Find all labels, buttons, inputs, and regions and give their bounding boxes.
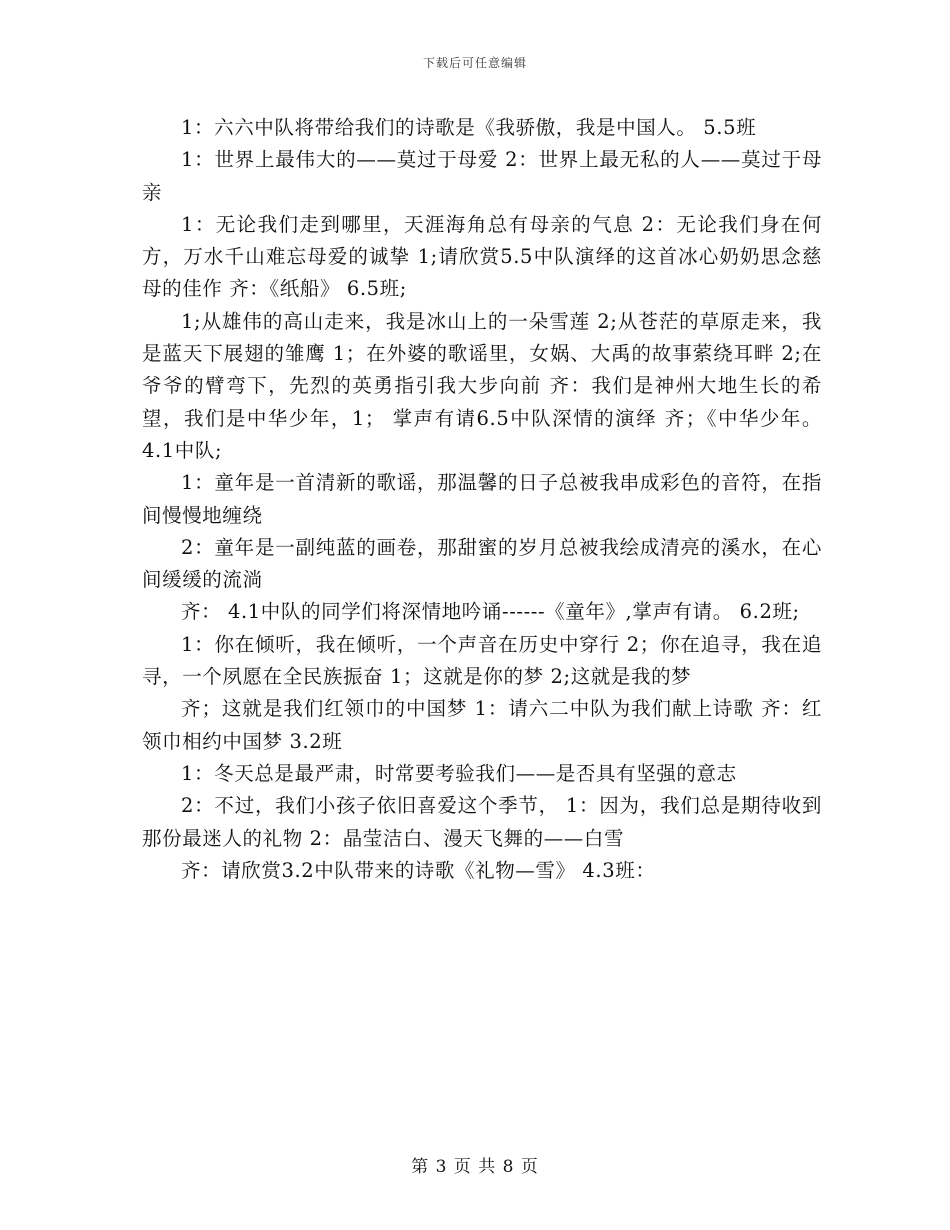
paragraph-7: 齐： 4.1中队的同学们将深情地吟诵------《童年》,掌声有请。 6.2班; — [181, 600, 800, 624]
paragraph-8: 1：你在倾听，我在倾听，一个声音在历史中穿行 2；你在追寻，我在追寻，一个夙愿在全民族振奋 1；这就是你的梦 2;这就是我的梦 — [142, 632, 822, 689]
paragraph-3: 1：无论我们走到哪里，天涯海角总有母亲的气息 2：无论我们身在何方，万水千山难忘母爱的诚挚 1;请欣赏5.5中队演绎的这首冰心奶奶思念慈母的佳作 齐：《纸船》 6.5班; — [142, 212, 822, 301]
paragraph-6: 2：童年是一副纯蓝的画卷，那甜蜜的岁月总被我绘成清亮的溪水，在心间缓缓的流淌 — [142, 535, 822, 592]
paragraph-4: 1;从雄伟的高山走来，我是冰山上的一朵雪莲 2;从苍茫的草原走来，我是蓝天下展翅的雏鹰 1；在外婆的歌谣里，女娲、大禹的故事萦绕耳畔 2;在爷爷的臂弯下，先烈的英勇指引我大步向前 齐：我们是神州大地生长的希望，我们是中华少年，1； 掌声有请6.5中队深情的演绎 齐；《中华少年。 4.1中队; — [142, 309, 829, 462]
document-body — [142, 112, 829, 887]
page-header: 下载后可任意编辑 — [422, 56, 527, 70]
paragraph-2: 1：世界上最伟大的——莫过于母爱 2：世界上最无私的人——莫过于母亲 — [142, 148, 822, 204]
page-footer: 第 3 页 共 8 页 — [411, 1157, 539, 1177]
paragraph-1: 1：六六中队将带给我们的诗歌是《我骄傲，我是中国人。 5.5班 — [181, 116, 757, 139]
paragraph-10: 1：冬天总是最严肃，时常要考验我们——是否具有坚强的意志 — [181, 761, 737, 785]
paragraph-11: 2：不过，我们小孩子依旧喜爱这个季节， 1：因为，我们总是期待收到那份最迷人的礼物 2：晶莹洁白、漫天飞舞的——白雪 — [142, 794, 822, 850]
paragraph-5: 1：童年是一首清新的歌谣，那温馨的日子总被我串成彩色的音符，在指间慢慢地缠绕 — [142, 471, 822, 527]
paragraph-9: 齐；这就是我们红领巾的中国梦 1：请六二中队为我们献上诗歌 齐：红领巾相约中国梦 3.2班 — [142, 697, 822, 753]
paragraph-12: 齐：请欣赏3.2中队带来的诗歌《礼物—雪》 4.3班： — [181, 858, 656, 882]
